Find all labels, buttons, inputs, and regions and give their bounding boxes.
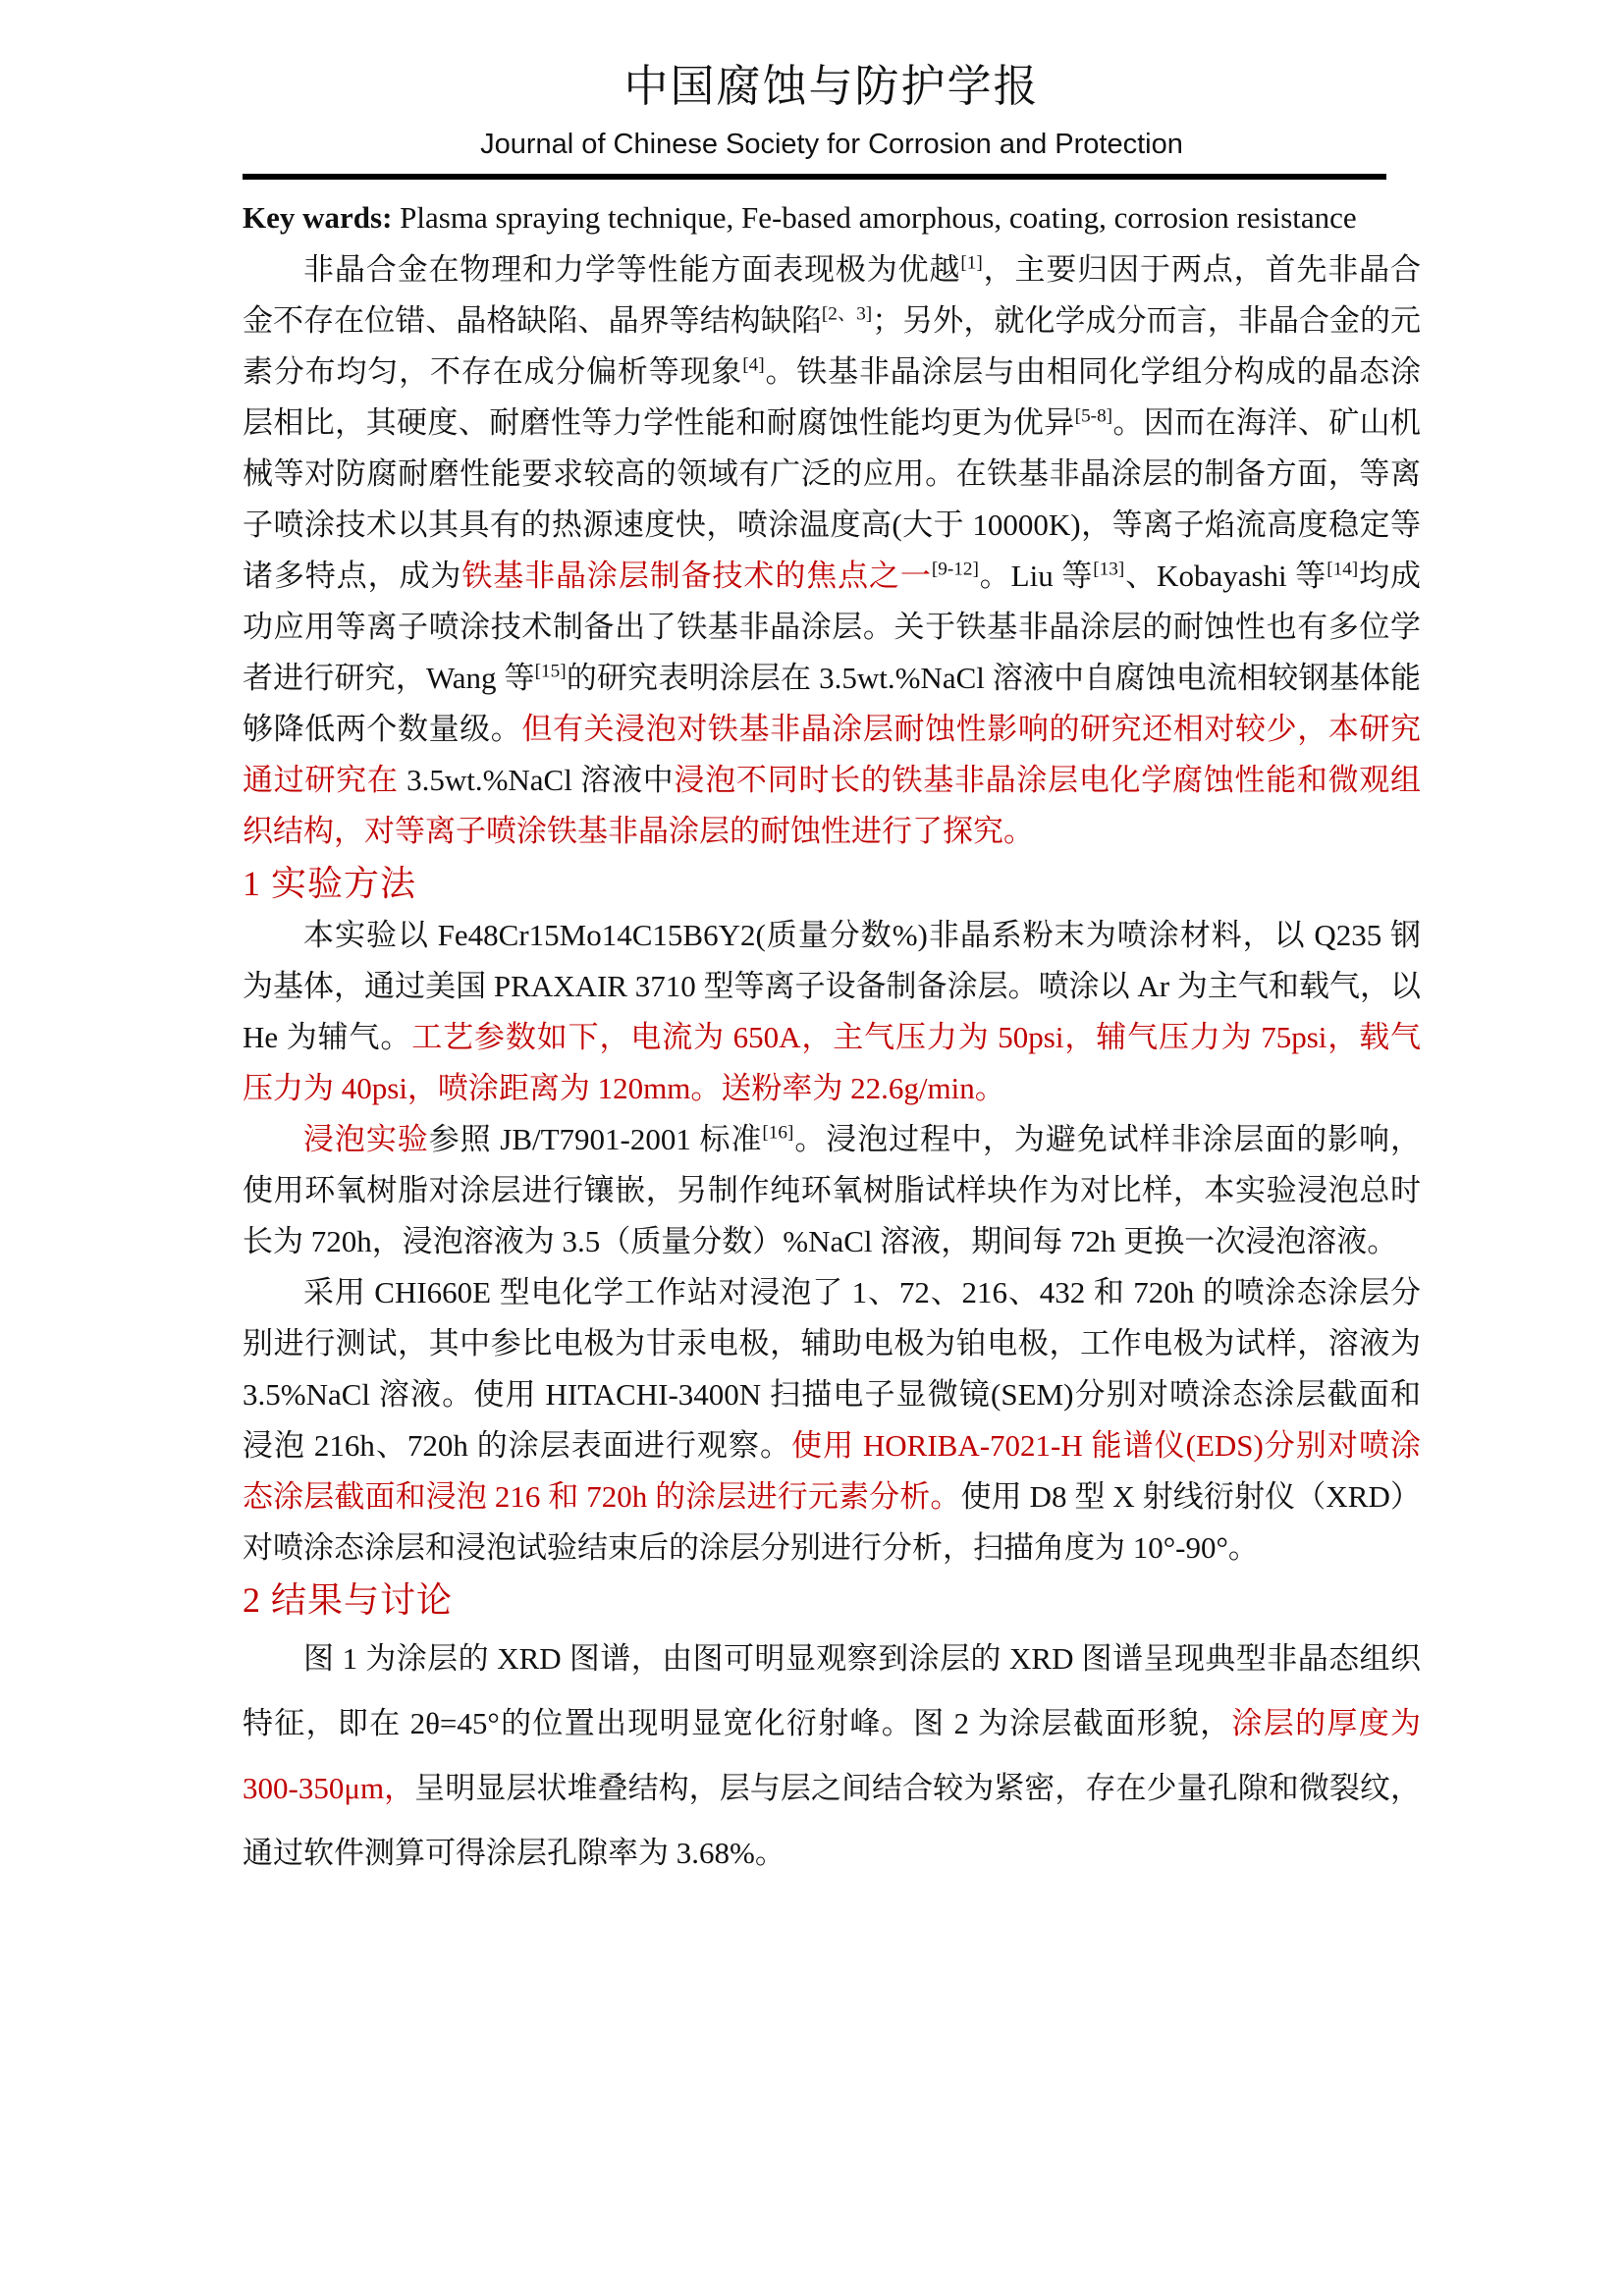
citation-superscript: [4] [742,354,765,376]
journal-header [243,54,1421,180]
text-run: 浸泡不同时长的铁基非晶涂层电化学腐蚀性能和微观组织结构，对等离子喷涂铁基非晶涂层的耐蚀性进行了探究。 [243,763,1422,848]
citation-superscript: [1] [960,252,983,274]
journal-title-en: Journal of Chinese Society for Corrosion and Protection [480,129,1183,160]
text-run: 但有关浸泡对铁基非晶涂层耐蚀性影响的研究还相对较少，本研究通过研究在 [243,712,1422,797]
paragraph [243,910,1421,1114]
text-run: 使用 HORIBA-7021-H 能谱仪(EDS)分别对喷涂态涂层截面和浸泡 216 和 720h 的涂层进行元素分析。 [243,1428,1422,1514]
text-run: 。浸泡过程中，为避免试样非涂层面的影响，使用环氧树脂对涂层进行镶嵌，另制作纯环氧树脂试样块作为对比样，本实验浸泡总时长为 720h，浸泡溶液为 3.5（质量分数）%NaCl 溶液，期间每 72h 更换一次浸泡溶液。 [243,1122,1421,1258]
text-run: Plasma spraying technique, Fe-based amorphous, coating, corrosion resistance [400,200,1357,235]
paragraph [243,1114,1421,1267]
text-run: 图 1 为涂层的 XRD 图谱，由图可明显观察到涂层的 XRD 图谱呈现典型非晶态组织特征，即在 2θ=45°的位置出现明显宽化衍射峰。图 2 为涂层截面形貌， [243,1641,1421,1740]
text-run: 涂层的厚度为 300-350μm， [243,1706,1421,1805]
text-run: 。铁基非晶涂层与由相同化学组分构成的晶态涂层相比，其硬度、耐磨性等力学性能和耐腐蚀性能均更为优异 [243,354,1422,440]
citation-superscript: [15] [534,661,567,682]
text-run: 使用 D8 型 X 射线衍射仪（XRD）对喷涂态涂层和浸泡试验结束后的涂层分别进行分析，扫描角度为 10°-90°。 [243,1479,1421,1565]
text-run: 1 实验方法 [243,864,417,903]
text-run: 采用 CHI660E 型电化学工作站对浸泡了 1、72、216、432 和 720h 的喷涂态涂层分别进行测试，其中参比电极为甘汞电极，辅助电极为铂电极，工作电极为试样，溶液为 3.5%NaCl 溶液。使用 HITACHI-3400N 扫描电子显微镜(SEM)分别对喷涂态涂层截面和浸泡 216h、720h 的涂层表面进行观察。 [243,1275,1421,1463]
text-run: Key wards: [243,200,401,235]
paragraph [243,244,1421,857]
citation-superscript: [13] [1093,559,1125,580]
text-run: 浸泡实验 [303,1122,429,1156]
text-run: 非晶合金在物理和力学等性能方面表现极为优越 [303,252,961,287]
header-rule [243,174,1386,180]
document-body [243,195,1421,1886]
text-run: 。因而在海洋、矿山机械等对防腐耐磨性能要求较高的领域有广泛的应用。在铁基非晶涂层的制备方面，等离子喷涂技术以其具有的热源速度快，喷涂温度高(大于 10000K)，等离子焰流高度稳定等诸多特点，成为 [243,405,1422,593]
text-run: 工艺参数如下，电流为 650A，主气压力为 50psi，辅气压力为 75psi，载气压力为 40psi，喷涂距离为 120mm。送粉率为 22.6g/min。 [243,1020,1421,1105]
text-run: 3.5wt.%NaCl 溶液中 [406,763,675,797]
text-run: 参照 JB/T7901-2001 标准 [428,1122,763,1156]
citation-superscript: [9-12] [931,559,979,580]
text-run: 。Liu 等 [978,559,1094,593]
text-run: 呈明显层状堆叠结构，层与层之间结合较为紧密，存在少量孔隙和微裂纹，通过软件测算可得涂层孔隙率为 3.68%。 [243,1771,1421,1870]
citation-superscript: [16] [762,1122,794,1144]
section-heading [243,857,1421,910]
text-run: ；另外，就化学成分而言，非晶合金的元素分布均匀，不存在成分偏析等现象 [243,303,1422,389]
text-run: ，主要归因于两点，首先非晶合金不存在位错、晶格缺陷、晶界等结构缺陷 [243,252,1422,338]
text-run: 铁基非晶涂层制备技术的焦点之一 [461,559,932,593]
citation-superscript: [2、3] [821,303,873,325]
paragraph [243,195,1421,240]
text-run: 本实验以 Fe48Cr15Mo14C15B6Y2(质量分数%)非晶系粉末为喷涂材料，以 Q235 钢为基体，通过美国 PRAXAIR 3710 型等离子设备制备涂层。喷涂以 Ar 为主气和载气，以 He 为辅气。 [243,918,1421,1054]
paragraph [243,1627,1421,1886]
text-run: 的研究表明涂层在 3.5wt.%NaCl 溶液中自腐蚀电流相较钢基体能够降低两个数量级。 [243,661,1421,746]
citation-superscript: [5-8] [1074,405,1113,427]
citation-superscript: [14] [1326,559,1359,580]
section-heading [243,1574,1421,1627]
text-run: 均成功应用等离子喷涂技术制备出了铁基非晶涂层。关于铁基非晶涂层的耐蚀性也有多位学者进行研究，Wang 等 [243,559,1422,695]
journal-title-cn: 中国腐蚀与防护学报 [623,62,1040,111]
text-run: 、Kobayashi 等 [1124,559,1327,593]
paragraph [243,1267,1421,1574]
text-run: 2 结果与讨论 [243,1580,454,1620]
